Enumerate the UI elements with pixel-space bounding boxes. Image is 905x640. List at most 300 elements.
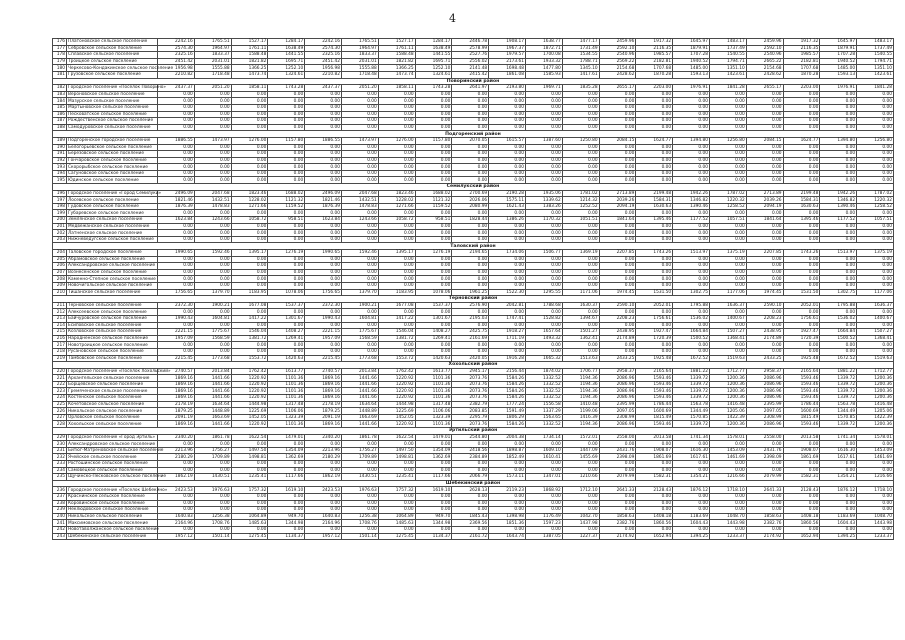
row-number: 203 [53, 236, 67, 243]
value-cell: 0.00 [746, 157, 783, 164]
value-cell: 0.00 [305, 276, 342, 283]
value-cell: 0.00 [857, 526, 894, 533]
value-cell: 0.00 [452, 507, 489, 514]
value-cell: 1258.52 [709, 203, 746, 210]
row-number: 201 [53, 223, 67, 230]
value-cell: 0.00 [305, 223, 342, 230]
value-cell: 2215.45 [158, 355, 195, 362]
value-cell: 2641.33 [746, 487, 783, 494]
value-cell: 2116.35 [783, 45, 820, 52]
value-cell: 0.00 [783, 157, 820, 164]
value-cell: 1743.28 [415, 85, 452, 92]
value-cell: 1216.66 [857, 474, 894, 481]
value-cell: 0.00 [562, 210, 599, 217]
value-cell: 1630.37 [562, 302, 599, 309]
table-row [53, 52, 894, 59]
value-cell: 0.00 [709, 309, 746, 316]
value-cell: 0.00 [415, 236, 452, 243]
value-cell: 2295.79 [452, 414, 489, 421]
value-cell: 2208.23 [746, 315, 783, 322]
value-cell: 1317.48 [268, 401, 305, 408]
value-cell: 1536.02 [820, 315, 857, 322]
value-cell: 0.00 [636, 210, 673, 217]
value-cell: 1501.27 [562, 329, 599, 336]
value-cell: 0.00 [268, 322, 305, 329]
table-row [53, 223, 894, 230]
settlement-name: Гудовское сельское поселение [67, 203, 158, 210]
value-cell: 0.00 [525, 493, 562, 500]
value-cell: 0.00 [857, 441, 894, 448]
value-cell: 1756.65 [305, 289, 342, 296]
value-cell: 0.00 [158, 98, 195, 105]
value-cell: 1057.51 [857, 217, 894, 224]
value-cell: 1588.48 [378, 52, 415, 59]
value-cell: 0.00 [158, 269, 195, 276]
value-cell: 0.00 [857, 322, 894, 329]
row-number: 195 [53, 177, 67, 184]
value-cell: 1881.22 [673, 368, 710, 375]
value-cell: 1220.92 [378, 388, 415, 395]
value-cell: 0.00 [268, 526, 305, 533]
table-row [53, 434, 894, 441]
value-cell: 1339.72 [673, 381, 710, 388]
value-cell: 1497.50 [231, 447, 268, 454]
value-cell: 2174.92 [599, 533, 636, 540]
value-cell: 1556.58 [525, 401, 562, 408]
value-cell: 0.00 [231, 177, 268, 184]
value-cell: 0.00 [746, 111, 783, 118]
value-cell: 1652.94 [636, 533, 673, 540]
value-cell: 0.00 [194, 124, 231, 131]
value-cell: 1408.18 [783, 513, 820, 520]
settlement-name: Березовское сельское поселение [67, 151, 158, 158]
table-row [53, 263, 894, 270]
value-cell: 0.00 [820, 256, 857, 263]
value-cell: 1708.76 [341, 520, 378, 527]
row-number: 217 [53, 342, 67, 349]
value-cell: 1323.39 [268, 414, 305, 421]
value-cell: 0.00 [599, 144, 636, 151]
value-cell: 1546.04 [231, 329, 268, 336]
value-cell: 1387.05 [525, 533, 562, 540]
value-cell: 0.00 [636, 526, 673, 533]
value-cell: 2384.89 [452, 454, 489, 461]
value-cell: 0.00 [673, 269, 710, 276]
value-cell: 2308.99 [599, 414, 636, 421]
value-cell: 2558.00 [746, 434, 783, 441]
settlement-name: Мазурское сельское поселение [67, 98, 158, 105]
value-cell: 1990.43 [158, 315, 195, 322]
table-row [53, 302, 894, 309]
value-cell: 0.00 [489, 230, 526, 237]
value-cell: 0.00 [562, 157, 599, 164]
value-cell: 1925.48 [636, 355, 673, 362]
value-cell: 1332.52 [525, 375, 562, 382]
value-cell: 0.00 [341, 177, 378, 184]
value-cell: 1795.88 [820, 302, 857, 309]
value-cell: 1624.77 [636, 137, 673, 144]
value-cell: 0.00 [673, 91, 710, 98]
value-cell: 0.00 [231, 170, 268, 177]
row-number: 191 [53, 151, 67, 158]
value-cell: 0.00 [783, 282, 820, 289]
value-cell: 1157.80 [268, 137, 305, 144]
value-cell: 1709.89 [194, 454, 231, 461]
value-cell: 1869.16 [158, 388, 195, 395]
settlement-name: Александровское сельское поселение [67, 263, 158, 270]
region-title: Эртильский район [53, 428, 894, 435]
value-cell: 0.00 [378, 493, 415, 500]
value-cell: 0.00 [746, 236, 783, 243]
value-cell: 1990.65 [158, 250, 195, 257]
value-cell: 0.00 [231, 230, 268, 237]
value-cell: 0.00 [820, 322, 857, 329]
value-cell: 0.00 [599, 348, 636, 355]
value-cell: 0.00 [452, 441, 489, 448]
value-cell: 0.00 [415, 348, 452, 355]
value-cell: 0.00 [231, 348, 268, 355]
settlement-name: Белогорьевское сельское поселение [67, 144, 158, 151]
value-cell: 0.00 [525, 124, 562, 131]
value-cell: 1593.46 [783, 375, 820, 382]
settlement-name: Сагуновское сельское поселение [67, 170, 158, 177]
value-cell: 1707.28 [673, 52, 710, 59]
value-cell: 1256.80 [857, 137, 894, 144]
row-number: 220 [53, 368, 67, 375]
value-cell: 0.00 [636, 467, 673, 474]
value-cell: 1501.14 [341, 533, 378, 540]
row-number: 234 [53, 467, 67, 474]
settlement-name: Ростошинское сельское поселение [67, 461, 158, 468]
value-cell: 1501.14 [194, 533, 231, 540]
value-cell: 1064.89 [231, 513, 268, 520]
value-cell: 0.00 [452, 269, 489, 276]
table-row [53, 217, 894, 224]
value-cell: 0.00 [489, 157, 526, 164]
value-cell: 1860.56 [636, 520, 673, 527]
value-cell: 1747.41 [489, 315, 526, 322]
value-cell: 1756.61 [636, 315, 673, 322]
value-cell: 0.00 [268, 342, 305, 349]
value-cell: 0.00 [158, 507, 195, 514]
value-cell: 1858.63 [746, 513, 783, 520]
value-cell: 1390.46 [820, 203, 857, 210]
value-cell: 2958.37 [746, 368, 783, 375]
value-cell: 1276.00 [231, 137, 268, 144]
value-cell: 1985.57 [636, 52, 673, 59]
value-cell: 0.00 [673, 164, 710, 171]
value-cell: 1604.43 [820, 520, 857, 527]
value-cell: 0.00 [673, 210, 710, 217]
value-cell: 1485.63 [378, 520, 415, 527]
value-cell: 2446.78 [452, 39, 489, 46]
row-number: 233 [53, 461, 67, 468]
value-cell: 1917.32 [783, 39, 820, 46]
value-cell: 0.00 [746, 256, 783, 263]
value-cell: 0.00 [268, 223, 305, 230]
value-cell: 1381.72 [231, 335, 268, 342]
value-cell: 0.00 [415, 269, 452, 276]
value-cell: 1301.67 [268, 315, 305, 322]
row-number: 199 [53, 210, 67, 217]
value-cell: 0.00 [599, 269, 636, 276]
value-cell: 1216.66 [709, 474, 746, 481]
value-cell: 0.00 [636, 500, 673, 507]
value-cell: 1473.74 [231, 71, 268, 78]
table-row [53, 124, 894, 131]
value-cell: 1522.30 [489, 289, 526, 296]
settlement-name: Новочигольское сельское поселение [67, 282, 158, 289]
value-cell: 0.00 [783, 461, 820, 468]
value-cell: 1048.70 [857, 513, 894, 520]
row-number: 237 [53, 493, 67, 500]
value-cell: 1408.18 [636, 513, 673, 520]
value-cell: 0.00 [599, 256, 636, 263]
value-cell: 0.00 [268, 236, 305, 243]
value-cell: 0.00 [599, 322, 636, 329]
page-number: 4 [449, 12, 456, 25]
value-cell: 0.00 [452, 124, 489, 131]
value-cell: 0.00 [857, 507, 894, 514]
value-cell: 0.00 [783, 98, 820, 105]
value-cell: 0.00 [562, 104, 599, 111]
value-cell: 0.00 [746, 282, 783, 289]
value-cell: 0.00 [378, 223, 415, 230]
value-cell: 1967.37 [489, 45, 526, 52]
value-cell: 1757.32 [231, 487, 268, 494]
value-cell: 0.00 [746, 263, 783, 270]
value-cell: 0.00 [562, 124, 599, 131]
value-cell: 2042.81 [489, 302, 526, 309]
table-row [53, 381, 894, 388]
value-cell: 1775.67 [194, 329, 231, 336]
value-cell: 0.00 [452, 500, 489, 507]
value-cell: 1345.10 [562, 65, 599, 72]
value-cell: 0.00 [231, 111, 268, 118]
value-cell: 0.00 [857, 177, 894, 184]
value-cell: 0.00 [857, 124, 894, 131]
value-cell: 1908.17 [489, 39, 526, 46]
value-cell: 0.00 [857, 269, 894, 276]
region-header-row [53, 362, 894, 369]
value-cell: 1870.28 [636, 71, 673, 78]
settlement-name: Таловское городское поселение [67, 250, 158, 257]
value-cell: 1485.63 [231, 520, 268, 527]
value-cell: 1443.98 [857, 520, 894, 527]
settlement-name: Землянское сельское поселение [67, 217, 158, 224]
value-cell: 0.00 [562, 269, 599, 276]
value-cell: 0.00 [341, 256, 378, 263]
value-cell: 1664.84 [820, 329, 857, 336]
value-cell: 1400.67 [709, 315, 746, 322]
value-cell: 0.00 [231, 91, 268, 98]
value-cell: 1344.49 [673, 408, 710, 415]
row-number: 231 [53, 447, 67, 454]
value-cell: 0.00 [341, 104, 378, 111]
value-cell: 0.00 [378, 276, 415, 283]
value-cell: 0.00 [452, 151, 489, 158]
value-cell: 2156.44 [489, 368, 526, 375]
settlement-name: Новотаволжанское сельское поселение [68, 527, 159, 533]
value-cell: 1058.72 [231, 217, 268, 224]
value-cell: 2091.19 [158, 414, 195, 421]
value-cell: 0.00 [305, 526, 342, 533]
value-cell: 0.00 [158, 170, 195, 177]
value-cell: 0.00 [636, 118, 673, 125]
value-cell: 1806.29 [489, 414, 526, 421]
value-cell: 0.00 [746, 230, 783, 237]
value-cell: 1688.02 [415, 190, 452, 197]
value-cell: 0.00 [746, 507, 783, 514]
region-header-row [53, 184, 894, 191]
value-cell: 0.00 [783, 164, 820, 171]
value-cell: 1443.98 [709, 520, 746, 527]
value-cell: 1351.10 [709, 65, 746, 72]
value-cell: 0.00 [158, 309, 195, 316]
value-cell: 0.00 [857, 210, 894, 217]
value-cell: 0.00 [194, 144, 231, 151]
value-cell: 0.00 [746, 151, 783, 158]
value-cell: 0.00 [452, 322, 489, 329]
row-number: 209 [53, 282, 67, 289]
value-cell: 1568.59 [341, 335, 378, 342]
value-cell: 1795.88 [673, 302, 710, 309]
settlement-name: Кочетовское сельское поселение [67, 401, 158, 408]
row-number: 202 [53, 230, 67, 237]
value-cell: 0.00 [158, 348, 195, 355]
value-cell: 0.00 [194, 269, 231, 276]
settlement-name: Подгоренское городское поселение [67, 137, 158, 144]
value-cell: 2459.96 [746, 39, 783, 46]
value-cell: 0.00 [268, 263, 305, 270]
value-cell: 2398.09 [746, 454, 783, 461]
settlement-name: Терновское сельское поселение [67, 302, 158, 309]
value-cell: 0.00 [194, 256, 231, 263]
value-cell: 0.00 [525, 236, 562, 243]
value-cell: 1479.01 [415, 434, 452, 441]
value-cell: 1078.06 [415, 289, 452, 296]
value-cell: 2592.10 [746, 45, 783, 52]
value-cell: 0.00 [158, 210, 195, 217]
value-cell: 0.00 [709, 157, 746, 164]
value-cell: 0.00 [599, 223, 636, 230]
value-cell: 0.00 [231, 441, 268, 448]
value-cell: 1876.39 [158, 203, 195, 210]
value-cell: 0.00 [489, 124, 526, 131]
value-cell: 0.00 [525, 144, 562, 151]
row-number: 196 [53, 190, 67, 197]
value-cell: 0.00 [525, 170, 562, 177]
value-cell: 2073.76 [452, 388, 489, 395]
value-cell: 0.00 [673, 230, 710, 237]
value-cell: 0.00 [709, 282, 746, 289]
value-cell: 0.00 [599, 342, 636, 349]
value-cell: 0.00 [709, 269, 746, 276]
value-cell: 1845.43 [452, 513, 489, 520]
value-cell: 0.00 [673, 500, 710, 507]
value-cell: 0.00 [268, 500, 305, 507]
value-cell: 0.00 [562, 256, 599, 263]
value-cell: 2437.37 [305, 85, 342, 92]
value-cell: 0.00 [599, 164, 636, 171]
value-cell: 1640.83 [158, 513, 195, 520]
value-cell: 1395.46 [636, 217, 673, 224]
value-cell: 0.00 [636, 507, 673, 514]
value-cell: 1250.80 [562, 137, 599, 144]
settlement-name: Есиповское сельское поселение [67, 322, 158, 329]
value-cell: 0.00 [378, 144, 415, 151]
value-cell: 1617.61 [820, 454, 857, 461]
table-row [53, 256, 894, 263]
value-cell: 1493.32 [525, 335, 562, 342]
value-cell: 2047.68 [341, 190, 378, 197]
value-cell: 0.00 [158, 342, 195, 349]
table-row [53, 104, 894, 111]
value-cell: 1220.92 [378, 381, 415, 388]
value-cell: 0.00 [820, 98, 857, 105]
value-cell: 1269.41 [415, 335, 452, 342]
value-cell: 0.00 [378, 91, 415, 98]
value-cell: 0.00 [231, 210, 268, 217]
value-cell: 2178.19 [158, 401, 195, 408]
value-cell: 0.00 [746, 104, 783, 111]
value-cell: 1200.36 [857, 388, 894, 395]
value-cell: 0.00 [415, 91, 452, 98]
value-cell: 1786.44 [636, 401, 673, 408]
value-cell: 1623.84 [305, 217, 342, 224]
value-cell: 1861.69 [636, 454, 673, 461]
value-cell: 2242.16 [158, 39, 195, 46]
value-cell: 1453.09 [857, 447, 894, 454]
value-cell: 1622.54 [378, 434, 415, 441]
value-cell: 0.00 [231, 342, 268, 349]
value-cell: 1604.81 [194, 315, 231, 322]
value-cell: 0.00 [857, 157, 894, 164]
value-cell: 1695.71 [415, 58, 452, 65]
value-cell: 0.00 [489, 322, 526, 329]
value-cell: 2398.09 [599, 454, 636, 461]
value-cell: 0.00 [746, 91, 783, 98]
value-cell: 1956.98 [158, 65, 195, 72]
value-cell: 1379.70 [341, 289, 378, 296]
value-cell: 0.00 [820, 164, 857, 171]
value-cell: 1734.14 [525, 434, 562, 441]
value-cell: 1485.00 [820, 65, 857, 72]
table-row [53, 355, 894, 362]
value-cell: 1410.48 [562, 401, 599, 408]
value-cell: 0.00 [820, 151, 857, 158]
value-cell: 0.00 [636, 276, 673, 283]
value-cell: 0.00 [415, 210, 452, 217]
value-cell: 0.00 [820, 111, 857, 118]
value-cell: 0.00 [709, 104, 746, 111]
value-cell: 0.00 [820, 269, 857, 276]
value-cell: 0.00 [489, 111, 526, 118]
value-cell: 0.00 [709, 236, 746, 243]
value-cell: 1720.39 [783, 335, 820, 342]
value-cell: 1455.69 [562, 454, 599, 461]
value-cell: 1781.02 [562, 190, 599, 197]
value-cell: 1437.98 [562, 520, 599, 527]
value-cell: 1101.36 [415, 381, 452, 388]
value-cell: 0.00 [452, 467, 489, 474]
value-cell: 1220.92 [231, 381, 268, 388]
table-row [53, 414, 894, 421]
table-row [53, 461, 894, 468]
value-cell: 0.00 [857, 164, 894, 171]
settlement-name: Скорорыбское сельское поселение [67, 164, 158, 171]
value-cell: 0.00 [231, 144, 268, 151]
